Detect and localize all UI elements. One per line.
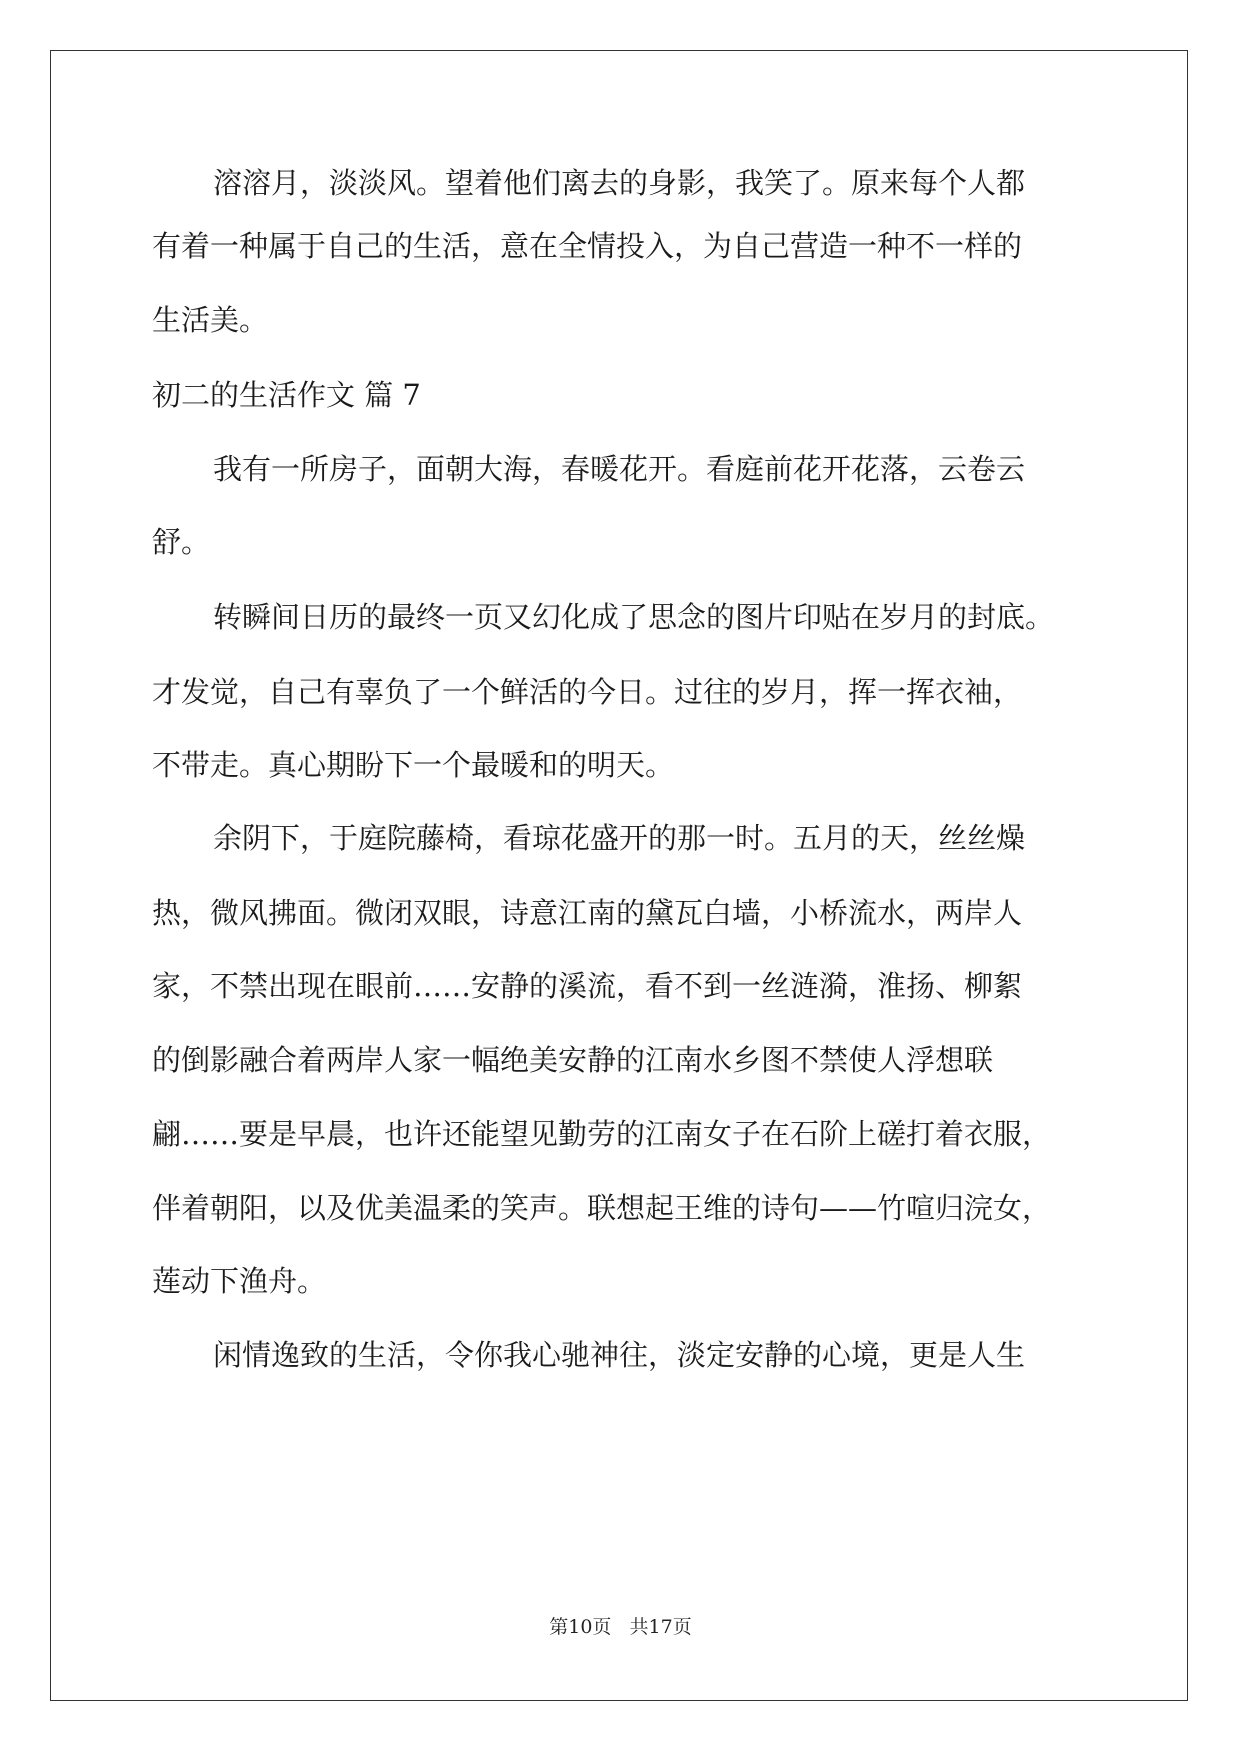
- section-heading: 初二的生活作文 篇 7: [152, 378, 421, 412]
- text-line: 有着一种属于自己的生活，意在全情投入，为自己营造一种不一样的: [152, 229, 1023, 263]
- text-line: 生活美。: [152, 303, 269, 337]
- text-line: 翩……要是早晨，也许还能望见勤劳的江南女子在石阶上磋打着衣服，: [152, 1117, 1052, 1151]
- text-line: 热，微风拂面。微闭双眼，诗意江南的黛瓦白墙，小桥流水，两岸人: [152, 896, 1023, 930]
- page-number: 第10页 共17页: [549, 1616, 692, 1638]
- text-line: 转瞬间日历的最终一页又幻化成了思念的图片印贴在岁月的封底。: [213, 600, 1055, 634]
- text-line: 的倒影融合着两岸人家一幅绝美安静的江南水乡图不禁使人浮想联: [152, 1043, 994, 1077]
- text-line: 莲动下渔舟。: [152, 1264, 327, 1298]
- page-footer: [0, 1614, 1241, 1640]
- text-line: 余阴下，于庭院藤椅，看琼花盛开的那一时。五月的天，丝丝燥: [213, 821, 1026, 855]
- text-line: 我有一所房子，面朝大海，春暖花开。看庭前花开花落，云卷云: [213, 452, 1026, 486]
- text-line: 舒。: [152, 525, 211, 559]
- text-line: 家，不禁出现在眼前……安静的溪流，看不到一丝涟漪，淮扬、柳絮: [152, 969, 1023, 1003]
- text-line: 溶溶月，淡淡风。望着他们离去的身影，我笑了。原来每个人都: [213, 166, 1026, 200]
- page-frame: [50, 50, 1188, 1701]
- text-line: 闲情逸致的生活，令你我心驰神往，淡定安静的心境，更是人生: [213, 1338, 1026, 1372]
- text-line: 才发觉，自己有辜负了一个鲜活的今日。过往的岁月，挥一挥衣袖，: [152, 675, 1023, 709]
- text-line: 伴着朝阳，以及优美温柔的笑声。联想起王维的诗句——竹喧归浣女，: [152, 1191, 1052, 1225]
- text-line: 不带走。真心期盼下一个最暖和的明天。: [152, 748, 675, 782]
